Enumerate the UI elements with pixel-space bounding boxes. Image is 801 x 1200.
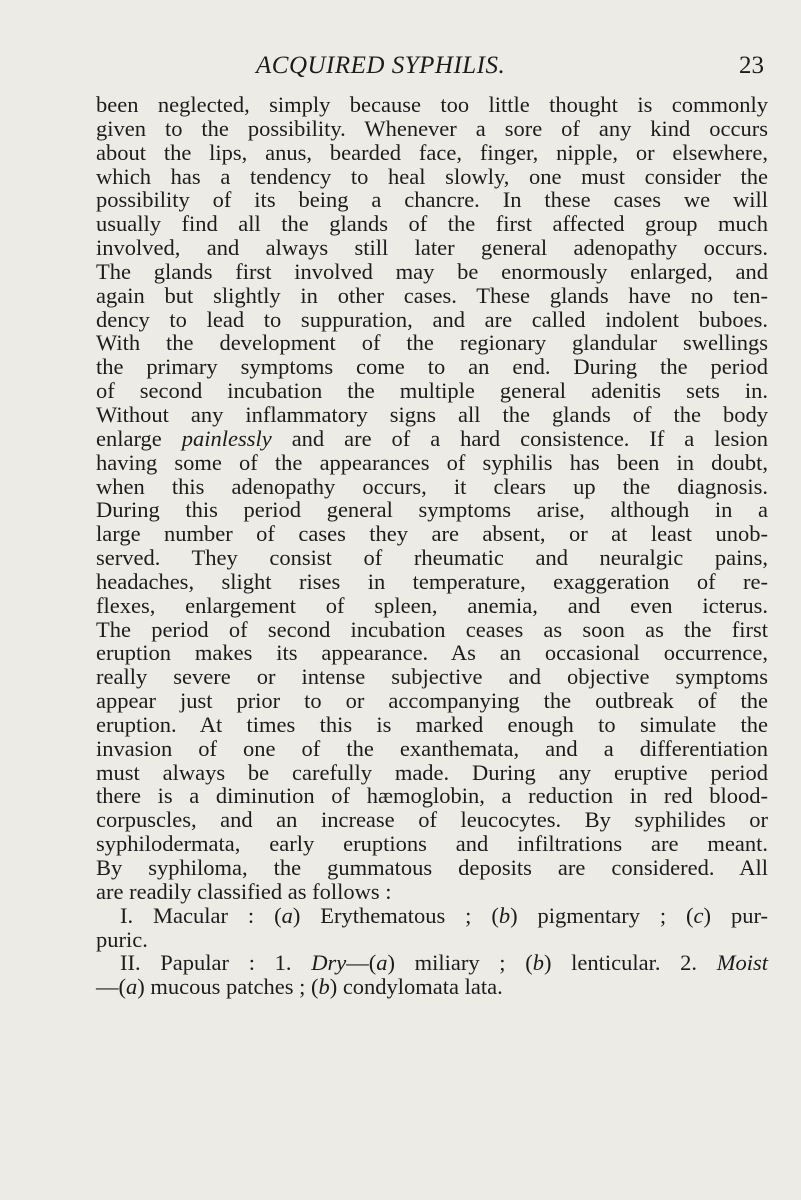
italic-letter: b — [318, 974, 330, 1000]
text-line: must always be carefully made. During any eruptive period — [96, 759, 768, 785]
italic-letter: a — [281, 902, 293, 928]
text-segment: —( — [346, 950, 377, 976]
running-head — [96, 52, 764, 88]
text-segment: ) Erythematous ; ( — [292, 902, 499, 928]
italic-term: Moist — [716, 950, 768, 976]
text-line: corpuscles, and an increase of leucocytes. By syphilides or — [96, 807, 768, 833]
italic-term: Dry — [311, 950, 347, 976]
text-line: served. They consist of rheumatic and neuralgic pains, — [96, 545, 768, 571]
italic-term: painlessly — [181, 425, 272, 451]
page-number: 23 — [739, 52, 764, 79]
text-line: involved, and always still later general adenopathy occurs. — [96, 235, 768, 261]
text-segment: I. Macular : ( — [120, 902, 282, 928]
text-line: invasion of one of the exanthemata, and a differentiation — [96, 735, 768, 761]
text-line: which has a tendency to heal slowly, one must consider the — [96, 163, 768, 189]
text-segment: II. Papular : 1. — [120, 950, 312, 976]
text-line: syphilodermata, early eruptions and infiltrations are meant. — [96, 831, 768, 857]
text-line: appear just prior to or accompanying the outbreak of the — [96, 688, 768, 714]
text-segment: ) miliary ; ( — [387, 950, 533, 976]
text-line: With the development of the regionary glandular swellings — [96, 330, 768, 356]
text-line: eruption makes its appearance. As an occasional occurrence, — [96, 640, 768, 666]
text-segment: and are of a hard consistence. If a lesion — [271, 425, 768, 451]
text-line: again but slightly in other cases. These glands have no ten- — [96, 282, 768, 308]
classification-macular-cont: puric. — [96, 926, 148, 952]
text-line: possibility of its being a chancre. In these cases we will — [96, 187, 768, 213]
text-line: eruption. At times this is marked enough to simulate the — [96, 711, 768, 737]
classification-papular-cont — [96, 975, 768, 999]
text-line: During this period general symptoms arise, although in a — [96, 497, 768, 523]
text-segment: ) mucous patches ; ( — [137, 974, 319, 1000]
text-line: having some of the appearances of syphilis has been in doubt, — [96, 449, 768, 475]
italic-letter: b — [498, 902, 511, 928]
text-line: given to the possibility. Whenever a sore of any kind occurs — [96, 115, 768, 141]
text-line: By syphiloma, the gummatous deposits are considered. All — [96, 855, 768, 880]
text-line: dency to lead to suppuration, and are called indolent buboes. — [96, 306, 768, 332]
italic-letter: a — [126, 974, 138, 1000]
text-line: of second incubation the multiple general adenitis sets in. — [96, 378, 768, 404]
text-line: the primary symptoms come to an end. During the period — [96, 354, 768, 380]
italic-letter: c — [693, 902, 704, 928]
text-segment: ) lenticular. 2. — [543, 950, 717, 976]
text-line: been neglected, simply because too little thought is commonly — [96, 92, 768, 117]
text-line-with-italic — [96, 427, 768, 451]
italic-letter: a — [376, 950, 388, 976]
chapter-title: ACQUIRED SYPHILIS. — [256, 52, 506, 79]
text-line: large number of cases they are absent, or at least unob- — [96, 521, 768, 547]
text-segment: ) pur- — [703, 902, 768, 928]
text-line: are readily classified as follows : — [96, 878, 392, 904]
text-segment: —( — [96, 974, 126, 1000]
text-line: when this adenopathy occurs, it clears up the diagnosis. — [96, 473, 768, 499]
text-line: usually find all the glands of the first affected group much — [96, 211, 768, 237]
text-line: about the lips, anus, bearded face, finger, nipple, or elsewhere, — [96, 139, 768, 165]
text-line: Without any inflammatory signs all the glands of the body — [96, 401, 768, 427]
classification-macular — [96, 904, 768, 928]
text-line: really severe or intense subjective and objective symptoms — [96, 664, 768, 690]
classification-papular — [96, 951, 768, 975]
text-segment: ) condylomata lata. — [329, 974, 503, 1000]
text-line: headaches, slight rises in temperature, exaggeration of re- — [96, 568, 768, 594]
text-segment: ) pigmentary ; ( — [510, 902, 694, 928]
text-line: The period of second incubation ceases as soon as the first — [96, 616, 768, 642]
text-line: there is a diminution of hæmoglobin, a reduction in red blood- — [96, 783, 768, 809]
body-text — [96, 93, 768, 999]
italic-letter: b — [532, 950, 544, 976]
text-line: flexes, enlargement of spleen, anemia, and even icterus. — [96, 592, 768, 618]
text-segment: enlarge — [96, 425, 182, 451]
text-line: The glands first involved may be enormously enlarged, and — [96, 258, 768, 284]
